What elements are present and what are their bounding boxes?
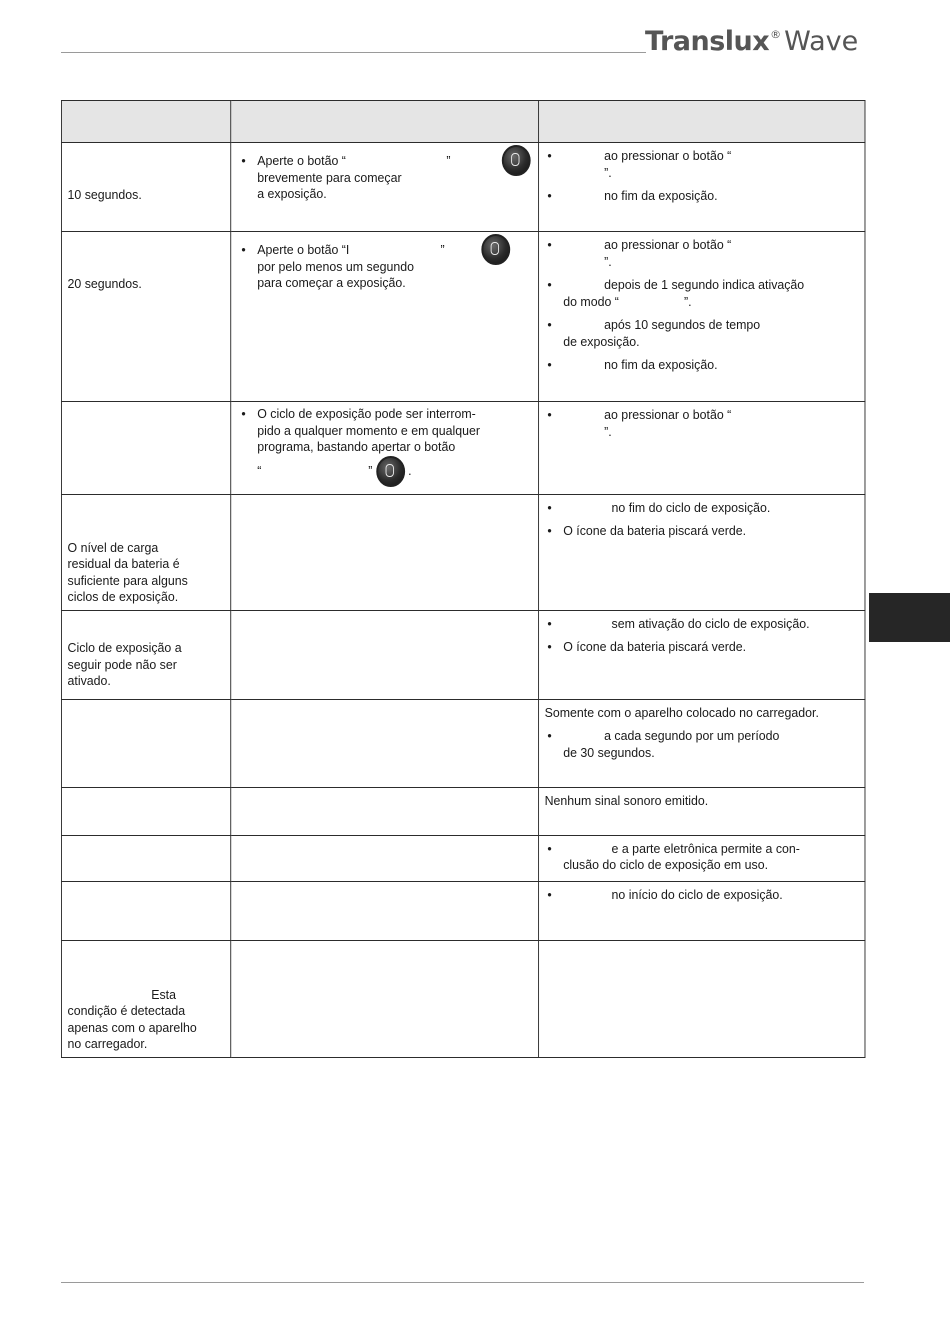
- table-row: [61, 494, 865, 610]
- signal-cell: [539, 940, 865, 1057]
- signal-cell: [539, 699, 865, 787]
- header-rule: [61, 52, 646, 53]
- list-item: • após 10 segundos de tempo de exposição.: [545, 317, 859, 350]
- list-item: • no início do ciclo de exposição.: [545, 887, 859, 904]
- table-row: [61, 940, 865, 1057]
- signal-cell: [539, 143, 865, 232]
- action-cell: [231, 232, 539, 402]
- condition-cell: [61, 143, 230, 232]
- signal-cell: [539, 787, 865, 835]
- power-button-icon: [481, 234, 510, 265]
- signal-cell: [539, 232, 865, 402]
- list-item: • depois de 1 segundo indica ativação do modo “ ”.: [545, 277, 859, 310]
- brand-model: Wave: [784, 26, 859, 57]
- condition-cell: O nível de carga residual da bateria é suficiente para alguns ciclos de exposição.: [61, 494, 230, 610]
- list-item: • no fim do ciclo de exposição.: [545, 500, 859, 517]
- action-cell: [231, 494, 539, 610]
- table-row: [61, 232, 865, 402]
- action-cell: [231, 143, 539, 232]
- action-cell: [231, 940, 539, 1057]
- power-button-icon: [376, 456, 405, 487]
- table-row: [61, 787, 865, 835]
- signal-cell: [539, 835, 865, 881]
- table-row: [61, 835, 865, 881]
- table-row: [61, 699, 865, 787]
- signal-cell: [539, 494, 865, 610]
- list-item: • O ícone da bateria piscará verde.: [545, 639, 859, 656]
- registered-mark: ®: [770, 28, 782, 41]
- header-cell-1: [61, 101, 230, 143]
- table-header-row: [61, 101, 865, 143]
- action-cell: [231, 835, 539, 881]
- action-cell: [231, 402, 539, 495]
- action-cell: [231, 787, 539, 835]
- list-item: • sem ativação do ciclo de exposição.: [545, 616, 859, 633]
- table-row: [61, 402, 865, 495]
- condition-cell: [61, 402, 230, 495]
- list-item: • a cada segundo por um período de 30 segundos.: [545, 728, 859, 761]
- list-item: • ao pressionar o botão “ ”.: [545, 148, 859, 181]
- power-button-icon: [502, 145, 531, 176]
- section-tab: [869, 593, 950, 642]
- signals-table: [61, 100, 865, 1058]
- footer-rule: [61, 1282, 864, 1283]
- list-item: • ao pressionar o botão “ ”.: [545, 407, 859, 440]
- cell-text: Nenhum sinal sonoro emitido.: [544, 792, 709, 808]
- brand-logo: [645, 26, 858, 57]
- condition-cell: Ciclo de exposição a seguir pode não ser ativado.: [61, 610, 230, 699]
- signal-cell: [539, 610, 865, 699]
- condition-cell: [61, 699, 230, 787]
- list-item: • Aperte o botão “I ” por pelo menos um segundo para começar a exposição.: [239, 242, 531, 292]
- signal-cell: [539, 402, 865, 495]
- action-cell: [231, 699, 539, 787]
- list-item: • Aperte o botão “ ” brevemente para começar a exposição.: [239, 153, 531, 203]
- list-item: • no fim da exposição.: [545, 357, 859, 374]
- condition-cell: [61, 881, 230, 940]
- list-item: • e a parte eletrônica permite a con- clusão do ciclo de exposição em uso.: [545, 841, 859, 874]
- table-row: [61, 610, 865, 699]
- table-row: [61, 881, 865, 940]
- cell-text: 10 segundos.: [67, 187, 142, 202]
- list-item: • O ícone da bateria piscará verde.: [545, 523, 859, 540]
- list-item: • O ciclo de exposição pode ser interrom- pido a qualquer momento e em qualquer programa, bastando apertar o botão “ ” .: [239, 406, 531, 487]
- action-cell: [231, 881, 539, 940]
- signal-cell: [539, 881, 865, 940]
- table-row: [61, 143, 865, 232]
- condition-cell: [61, 787, 230, 835]
- cell-text: 20 segundos.: [67, 276, 142, 291]
- header-cell-3: [539, 101, 865, 143]
- cell-text: Somente com o aparelho colocado no carregador.: [544, 704, 819, 720]
- condition-cell: [61, 835, 230, 881]
- brand-name: Translux: [645, 26, 770, 57]
- condition-cell: Esta condição é detectada apenas com o aparelho no carregador.: [61, 940, 230, 1057]
- header-cell-2: [231, 101, 539, 143]
- list-item: • ao pressionar o botão “ ”.: [545, 237, 859, 270]
- action-cell: [231, 610, 539, 699]
- list-item: • no fim da exposição.: [545, 188, 859, 205]
- condition-cell: [61, 232, 230, 402]
